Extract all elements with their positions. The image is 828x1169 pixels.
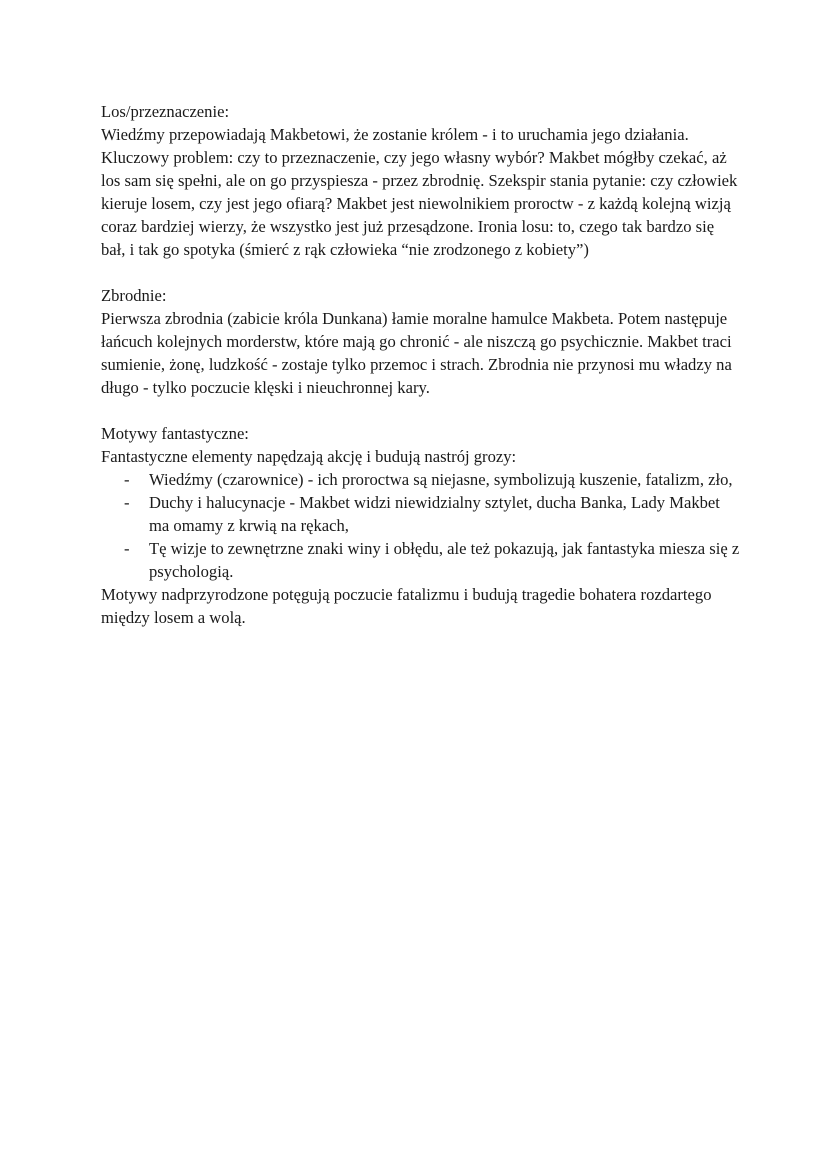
section-conclusion: Motywy nadprzyrodzone potęgują poczucie fatalizmu i budują tragedie bohatera rozdartego między losem a wolą. (101, 585, 712, 627)
list-item (101, 468, 741, 491)
list-item (101, 491, 741, 537)
section-paragraph: Wiedźmy przepowiadają Makbetowi, że zostanie królem - i to uruchamia jego działania. Kluczowy problem: czy to przeznaczenie, czy jego własny wybór? Makbet mógłby czekać, aż los sam się spełni, ale on go przyspiesza - przez zbrodnię. Szekspir stania pytanie: czy człowiek kieruje losem, czy jest jego ofiarą? Makbet jest niewolnikiem proroctw - z każdą kolejną wizją coraz bardziej wierzy, że wszystko jest już przesądzone. Ironia losu: to, czego tak bardzo się bał, i tak go spotyka (śmierć z rąk człowieka “nie zrodzonego z kobiety”) (101, 125, 738, 259)
bullet-list (101, 468, 741, 583)
list-item-text: Wiedźmy (czarownice) - ich proroctwa są niejasne, symbolizują kuszenie, fatalizm, zło, (149, 470, 733, 489)
section-heading: Zbrodnie: (101, 286, 167, 305)
dash-bullet-icon: - (124, 493, 130, 512)
list-item-text: Tę wizje to zewnętrzne znaki winy i obłędu, ale też pokazują, jak fantastyka miesza się z psychologią. (149, 539, 740, 581)
section-heading: Los/przeznaczenie: (101, 102, 230, 121)
list-item (101, 537, 741, 583)
section-paragraph: Pierwsza zbrodnia (zabicie króla Dunkana) łamie moralne hamulce Makbeta. Potem następuje łańcuch kolejnych morderstw, które mają go chronić - ale niszczą go psychicznie. Makbet traci sumienie, żonę, ludzkość - zostaje tylko przemoc i strach. Zbrodnia nie przynosi mu władzy na długo - tylko poczucie klęski i nieuchronnej kary. (101, 309, 732, 397)
document-page (101, 100, 741, 629)
section-crimes (101, 284, 741, 399)
section-heading: Motywy fantastyczne: (101, 424, 249, 443)
dash-bullet-icon: - (124, 470, 130, 489)
section-fate (101, 100, 741, 261)
list-item-text: Duchy i halucynacje - Makbet widzi niewidzialny sztylet, ducha Banka, Lady Makbet ma omamy z krwią na rękach, (149, 493, 720, 535)
section-intro: Fantastyczne elementy napędzają akcję i budują nastrój grozy: (101, 447, 517, 466)
dash-bullet-icon: - (124, 539, 130, 558)
section-fantastic-motifs (101, 422, 741, 629)
